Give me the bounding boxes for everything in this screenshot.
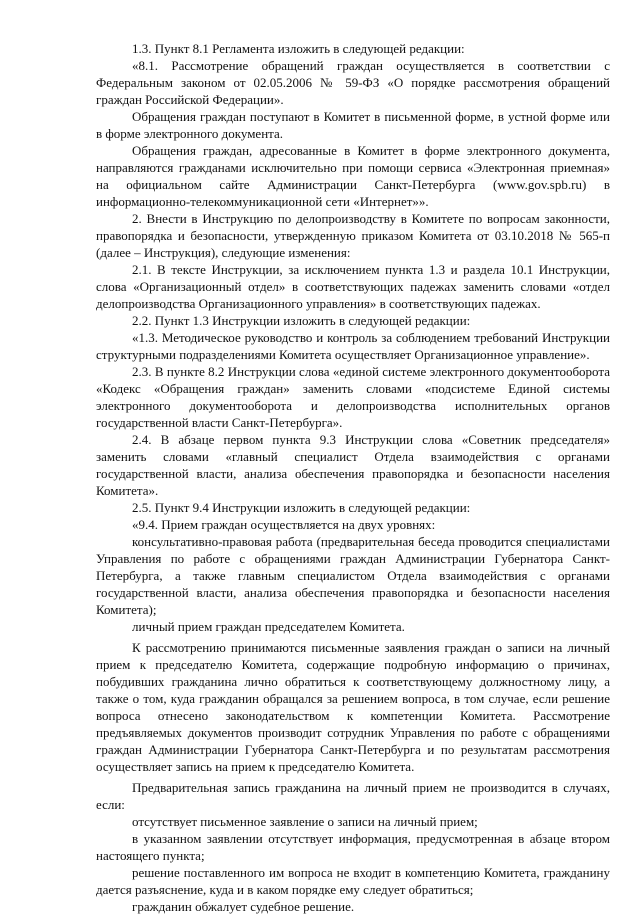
paragraph-2-2: 2.2. Пункт 1.3 Инструкции изложить в следующей редакции: [132, 313, 471, 328]
paragraph-no-record: Предварительная запись гражданина на личный прием не производится в случаях, если: [96, 780, 610, 812]
paragraph-1-3: 1.3. Пункт 8.1 Регламента изложить в следующей редакции: [132, 41, 465, 56]
paragraph-8-1: «8.1. Рассмотрение обращений граждан осуществляется в соответствии с Федеральным законом от 02.05.2006 № 59-ФЗ «О порядке рассмотрения обращений граждан Российской Федерации». [96, 58, 610, 107]
paragraph-personal: личный прием граждан председателем Комитета. [132, 619, 405, 634]
paragraph-case-3: решение поставленного им вопроса не входит в компетенцию Комитета, гражданину дается разъяснение, куда и в каком порядке ему следует обратиться; [96, 865, 610, 897]
paragraph-2-4: 2.4. В абзаце первом пункта 9.3 Инструкции слова «Советник председателя» заменить словами «главный специалист Отдела взаимодействия с органами государственной власти, анализа обеспечения правопорядка и безопасности населения Комитета». [96, 432, 610, 498]
paragraph-2-3: 2.3. В пункте 8.2 Инструкции слова «единой системе электронного документооборота «Кодекс «Обращения граждан» заменить словами «подсистеме Единой системы электронного документооборота и делопроизводства исполнительных органов государственной власти Санкт-Петербурга». [96, 364, 610, 430]
paragraph-electronic: Обращения граждан, адресованные в Комитет в форме электронного документа, направляются гражданами исключительно при помощи сервиса «Электронная приемная» на официальном сайте Администрации Санкт-Петербурга (www.gov.spb.ru) в информационно-телекоммуникационной сети «Интернет»». [96, 143, 610, 209]
paragraph-2-5: 2.5. Пункт 9.4 Инструкции изложить в следующей редакции: [132, 500, 471, 515]
paragraph-forms: Обращения граждан поступают в Комитет в письменной форме, в устной форме или в форме электронного документа. [96, 109, 610, 141]
paragraph-9-4: «9.4. Прием граждан осуществляется на двух уровнях: [132, 517, 436, 532]
paragraph-case-2: в указанном заявлении отсутствует информация, предусмотренная в абзаце втором настоящего пункта; [96, 831, 610, 863]
paragraph-case-4: гражданин обжалует судебное решение. [132, 899, 355, 914]
paragraph-1-3-new: «1.3. Методическое руководство и контроль за соблюдением требований Инструкции структурными подразделениями Комитета осуществляет Организационное управление». [96, 330, 610, 362]
paragraph-review: К рассмотрению принимаются письменные заявления граждан о записи на личный прием к председателю Комитета, содержащие подробную информацию о причинах, побудивших гражданина лично обратиться к соответствующему должностному лицу, а также о том, куда гражданин обращался за решением вопроса, в том случае, если решение вопроса отнесено законодательством к компетенции Комитета. Рассмотрение предъявляемых документов производит сотрудник Управления по работе с обращениями граждан Администрации Губернатора Санкт-Петербурга и по результатам рассмотрения осуществляет запись на прием к председателю Комитета. [96, 640, 610, 774]
paragraph-consult: консультативно-правовая работа (предварительная беседа проводится специалистами Управления по работе с обращениями граждан Администрации Губернатора Санкт-Петербурга, а также главным специалистом Отдела взаимодействия с органами государственной власти, анализа обеспечения правопорядка и безопасности населения Комитета); [96, 534, 610, 617]
paragraph-2-1: 2.1. В тексте Инструкции, за исключением пункта 1.3 и раздела 10.1 Инструкции, слова «Организационный отдел» в соответствующих падежах заменить словами «отдел делопроизводства Организационного управления» в соответствующих падежах. [96, 262, 610, 311]
paragraph-2: 2. Внести в Инструкцию по делопроизводству в Комитете по вопросам законности, правопорядка и безопасности, утвержденную приказом Комитета от 03.10.2018 № 565-п (далее – Инструкция), следующие изменения: [96, 211, 610, 260]
paragraph-case-1: отсутствует письменное заявление о записи на личный прием; [132, 814, 478, 829]
